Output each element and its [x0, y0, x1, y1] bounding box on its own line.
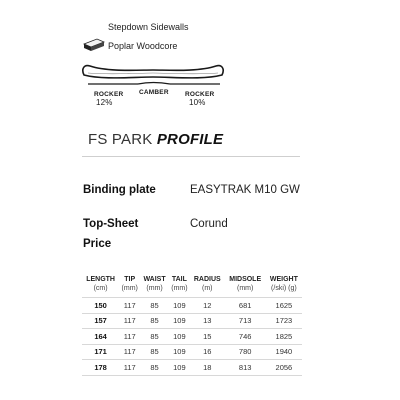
cell-waist: 85: [140, 344, 169, 360]
woodcore-icon: [83, 38, 105, 52]
topsheet-label: Top-Sheet: [83, 218, 139, 230]
header-unit: (mm): [121, 285, 138, 292]
header-label: WAIST: [143, 276, 166, 283]
header-tail: [169, 275, 190, 298]
header-label: LENGTH: [86, 276, 115, 283]
header-unit: (mm): [237, 285, 254, 292]
header-label: WEIGHT: [269, 276, 298, 283]
header-radius: [190, 275, 225, 298]
header-length: [82, 275, 119, 298]
profile-heading-light: FS PARK: [88, 131, 157, 148]
table-row: [82, 344, 302, 360]
header-unit: (mm): [146, 285, 163, 292]
table-row: [82, 298, 302, 314]
cell-weight: 1825: [266, 329, 302, 345]
cell-tail: 109: [169, 329, 190, 345]
cell-length: 157: [82, 313, 119, 329]
cell-midsole: 681: [225, 298, 266, 314]
price-label: Price: [83, 238, 112, 250]
cell-waist: 85: [140, 313, 169, 329]
cell-tip: 117: [119, 298, 140, 314]
cell-weight: 2056: [266, 360, 302, 376]
header-weight: [266, 275, 302, 298]
cell-length: 171: [82, 344, 119, 360]
heading-divider: [82, 156, 300, 157]
header-midsole: [225, 275, 266, 298]
header-unit: (/ski) (g): [271, 285, 297, 292]
cell-midsole: 713: [225, 313, 266, 329]
cell-tip: 117: [119, 344, 140, 360]
size-spec-table: [82, 275, 302, 376]
cell-midsole: 813: [225, 360, 266, 376]
rocker-right-title: ROCKER: [185, 91, 215, 98]
cell-radius: 15: [190, 329, 225, 345]
header-unit: (cm): [93, 285, 108, 292]
core-label: Poplar Woodcore: [108, 41, 178, 51]
header-label: TAIL: [171, 276, 187, 283]
cell-midsole: 780: [225, 344, 266, 360]
cell-radius: 16: [190, 344, 225, 360]
header-label: TIP: [124, 276, 136, 283]
profile-heading: [88, 131, 223, 148]
sidewalls-label: Stepdown Sidewalls: [108, 22, 189, 32]
cell-tip: 117: [119, 360, 140, 376]
header-label: RADIUS: [193, 276, 221, 283]
camber-label: CAMBER: [139, 89, 169, 96]
table-row: [82, 329, 302, 345]
cell-tail: 109: [169, 298, 190, 314]
cell-weight: 1625: [266, 298, 302, 314]
cell-weight: 1940: [266, 344, 302, 360]
profile-heading-bold: PROFILE: [156, 131, 224, 148]
cell-length: 178: [82, 360, 119, 376]
cell-tail: 109: [169, 344, 190, 360]
cell-waist: 85: [140, 298, 169, 314]
cell-radius: 18: [190, 360, 225, 376]
cell-tip: 117: [119, 329, 140, 345]
cell-length: 164: [82, 329, 119, 345]
topsheet-value: Corund: [190, 218, 228, 230]
cell-weight: 1723: [266, 313, 302, 329]
header-label: MIDSOLE: [229, 276, 262, 283]
cell-radius: 13: [190, 313, 225, 329]
cell-tip: 117: [119, 313, 140, 329]
header-tip: [119, 275, 140, 298]
table-row: [82, 313, 302, 329]
cell-midsole: 746: [225, 329, 266, 345]
cell-tail: 109: [169, 313, 190, 329]
cell-length: 150: [82, 298, 119, 314]
table-header-row: [82, 275, 302, 298]
cell-waist: 85: [140, 329, 169, 345]
binding-plate-label: Binding plate: [83, 184, 156, 196]
header-unit: (mm): [171, 285, 188, 292]
cell-waist: 85: [140, 360, 169, 376]
cell-tail: 109: [169, 360, 190, 376]
header-waist: [140, 275, 169, 298]
rocker-left-value: 12%: [96, 98, 113, 107]
rocker-right-value: 10%: [189, 98, 206, 107]
header-unit: (m): [202, 285, 213, 292]
binding-plate-value: EASYTRAK M10 GW: [190, 184, 300, 196]
cell-radius: 12: [190, 298, 225, 314]
rocker-left-title: ROCKER: [94, 91, 124, 98]
table-row: [82, 360, 302, 376]
